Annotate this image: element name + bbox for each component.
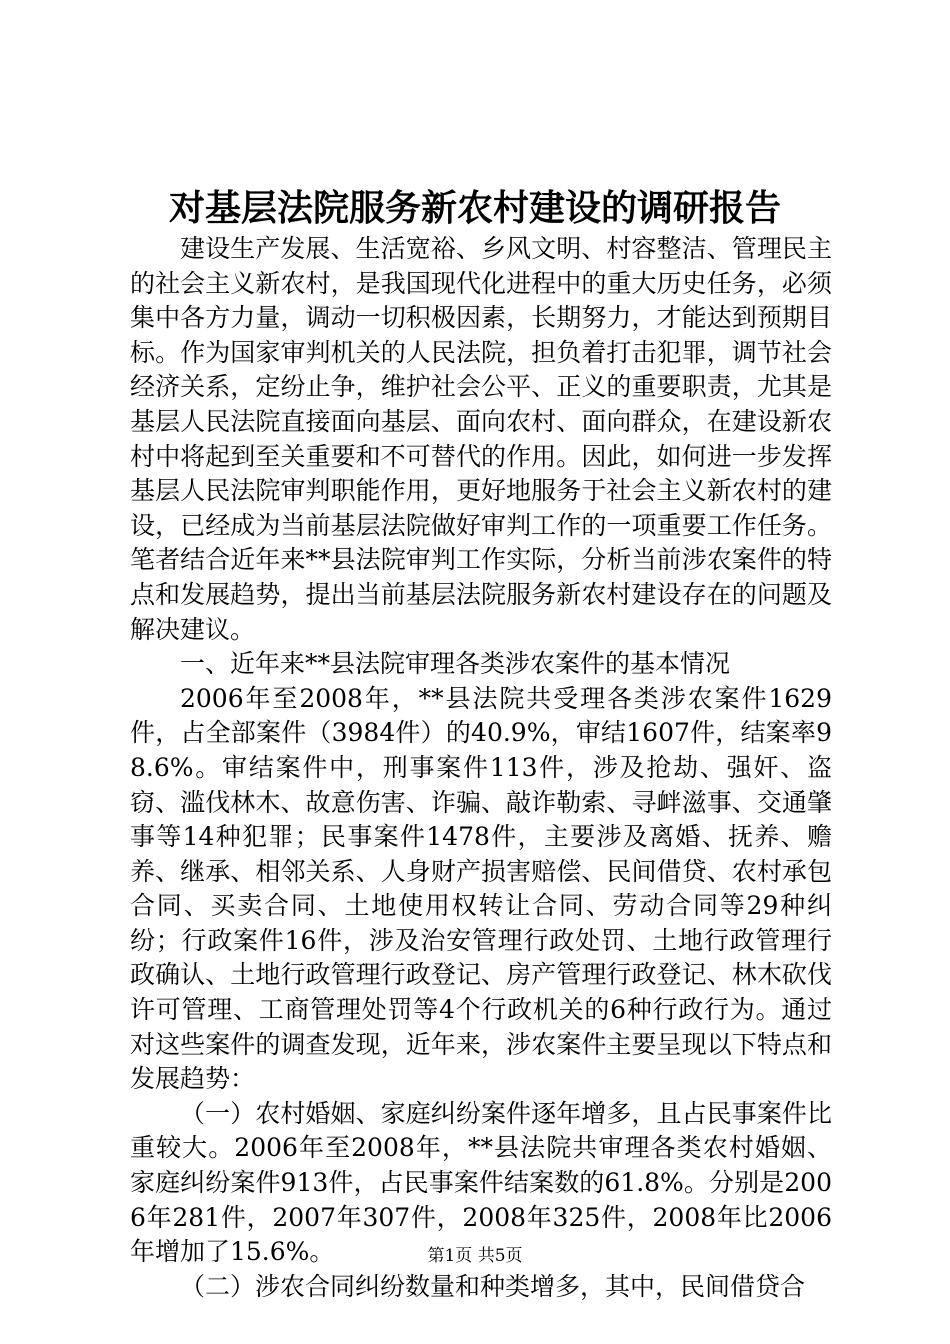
intro-paragraph: 建设生产发展、生活宽裕、乡风文明、村容整洁、管理民主的社会主义新农村，是我国现代化进程中的重大历史任务，必须集中各方力量，调动一切积极因素，长期努力，才能达到预期目标。作为国家审判机关的人民法院，担负着打击犯罪，调节社会经济关系，定纷止争，维护社会公平、正义的重要职责，尤其是基层人民法院直接面向基层、面向农村、面向群众，在建设新农村中将起到至关重要和不可替代的作用。因此，如何进一步发挥基层人民法院审判职能作用，更好地服务于社会主义新农村的建设，已经成为当前基层法院做好审判工作的一项重要工作任务。笔者结合近年来**县法院审判工作实际，分析当前涉农案件的特点和发展趋势，提出当前基层法院服务新农村建设存在的问题及解决建议。 xyxy=(130,234,832,644)
subsection-one-paragraph: （一）农村婚姻、家庭纠纷案件逐年增多，且占民事案件比重较大。2006年至2008年，**县法院共审理各类农村婚姻、家庭纠纷案件913件，占民事案件结案数的61.8%。分别是2006年281件，2007年307件，2008年325件，2008年比2006年增加了15.6%。 xyxy=(130,1098,832,1267)
document-title: 对基层法院服务新农村建设的调研报告 xyxy=(168,187,781,229)
subsection-two-paragraph: （二）涉农合同纠纷数量和种类增多，其中，民间借贷合 xyxy=(180,1271,806,1301)
document-body xyxy=(130,232,832,1304)
statistics-paragraph: 2006年至2008年，**县法院共受理各类涉农案件1629件，占全部案件（3984件）的40.9%，审结1607件，结案率98.6%。审结案件中，刑事案件113件，涉及抢劫、强奸、盗窃、滥伐林木、故意伤害、诈骗、敲诈勒索、寻衅滋事、交通肇事等14种犯罪；民事案件1478件，主要涉及离婚、抚养、赡养、继承、相邻关系、人身财产损害赔偿、民间借贷、农村承包合同、买卖合同、土地使用权转让合同、劳动合同等29种纠纷；行政案件16件，涉及治安管理行政处罚、土地行政管理行政确认、土地行政管理行政登记、房产管理行政登记、林木砍伐许可管理、工商管理处罚等4个行政机关的6种行政行为。通过对这些案件的调查发现，近年来，涉农案件主要呈现以下特点和发展趋势： xyxy=(130,683,832,1094)
page-footer: 第1页 共5页 xyxy=(427,1246,523,1266)
section-heading: 一、近年来**县法院审理各类涉农案件的基本情况 xyxy=(180,649,731,679)
